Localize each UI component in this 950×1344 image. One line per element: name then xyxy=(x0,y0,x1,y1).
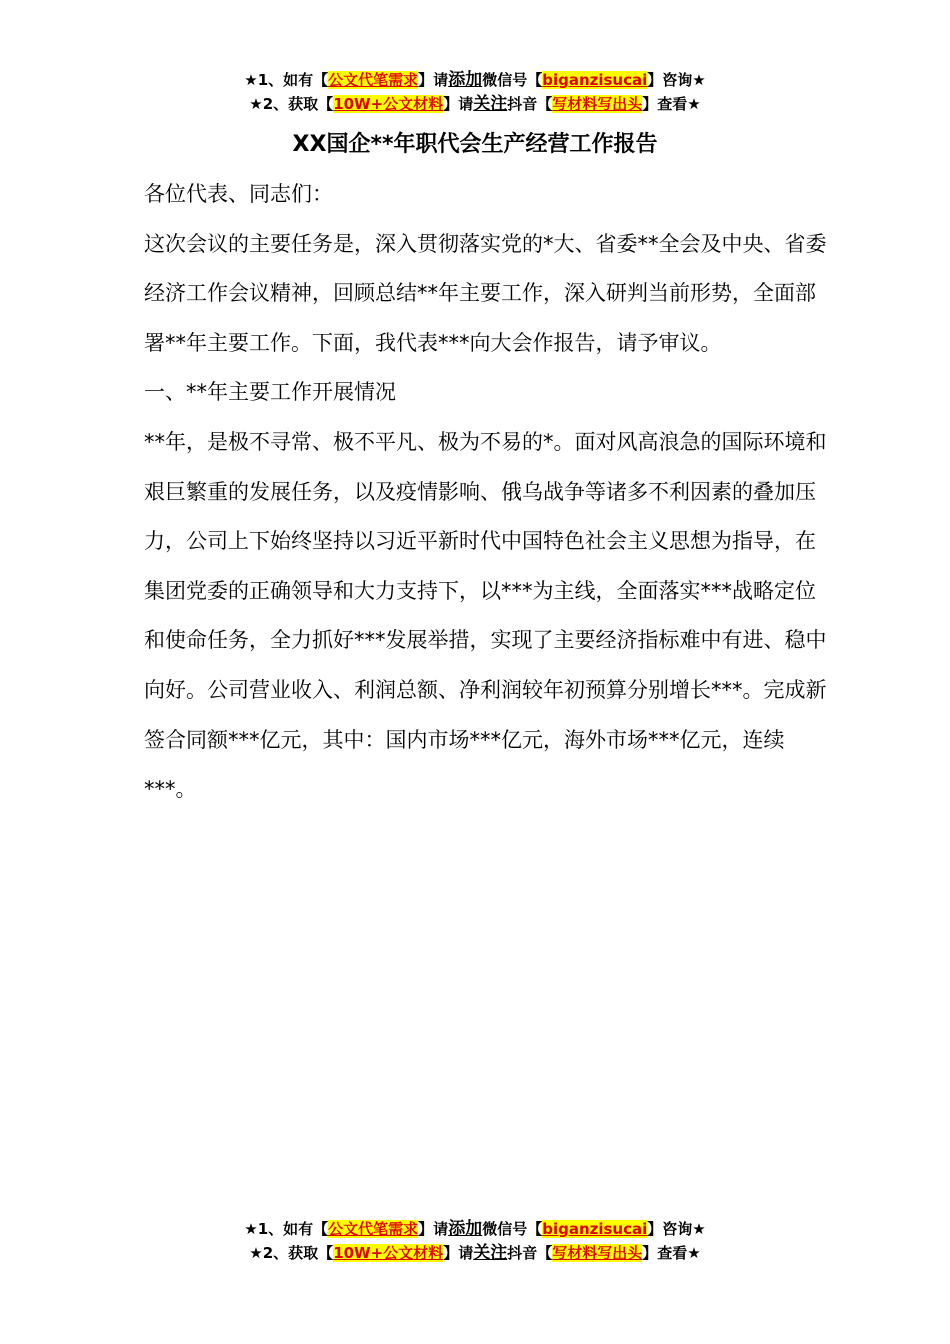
emphasis-follow: 关注 xyxy=(473,94,508,114)
greeting: 各位代表、同志们： xyxy=(144,182,333,206)
intro-paragraph: 这次会议的主要任务是，深入贯彻落实党的*大、省委**全会及中央、省委经济工作会议精神，回顾总结**年主要工作，深入研判当前形势，全面部署**年主要工作。下面，我代表***向大会作报告，请予审议。 xyxy=(144,231,827,355)
banner-text: 抖音【 xyxy=(507,95,553,113)
banner-text: 】查看★ xyxy=(642,95,701,113)
highlight-materials: 10W+公文材料 xyxy=(333,1244,444,1262)
banner-text: ★1、如有【 xyxy=(244,1220,329,1238)
banner-text: 】请 xyxy=(443,95,474,113)
section-paragraph: **年，是极不寻常、极不平凡、极为不易的*。面对风高浪急的国际环境和艰巨繁重的发展任务，以及疫情影响、俄乌战争等诸多不利因素的叠加压力，公司上下始终坚持以习近平新时代中国特色社会主义思想为指导，在集团党委的正确领导和大力支持下，以***为主线，全面落实***战略定位和使命任务，全力抓好***发展举措，实现了主要经济指标难中有进、稳中向好。公司营业收入、利润总额、净利润较年初预算分别增长***。完成新签合同额***亿元，其中：国内市场***亿元，海外市场***亿元，连续***。 xyxy=(144,429,827,802)
section-heading: 一、**年主要工作开展情况 xyxy=(144,380,396,405)
document-body xyxy=(144,170,834,815)
emphasis-follow: 关注 xyxy=(473,1243,508,1263)
highlight-service: 公文代笔需求 xyxy=(328,71,419,89)
header-banner xyxy=(0,68,950,116)
banner-line-2 xyxy=(0,92,950,116)
banner-text: 】请 xyxy=(418,1220,449,1238)
emphasis-add: 添加 xyxy=(448,1219,483,1239)
banner-text: 】请 xyxy=(443,1244,474,1262)
banner-text: 】咨询★ xyxy=(647,1220,706,1238)
highlight-materials: 10W+公文材料 xyxy=(333,95,444,113)
banner-text: 微信号【 xyxy=(482,71,543,89)
emphasis-add: 添加 xyxy=(448,70,483,90)
banner-text: 微信号【 xyxy=(482,1220,543,1238)
highlight-service: 公文代笔需求 xyxy=(328,1220,419,1238)
banner-text: ★1、如有【 xyxy=(244,71,329,89)
banner-text: 】查看★ xyxy=(642,1244,701,1262)
highlight-wechat-id: biganzisucai xyxy=(542,1220,648,1238)
footer-banner xyxy=(0,1217,950,1265)
banner-text: 】咨询★ xyxy=(647,71,706,89)
banner-text: ★2、获取【 xyxy=(249,1244,334,1262)
banner-text: 】请 xyxy=(418,71,449,89)
banner-line-1 xyxy=(0,68,950,92)
highlight-douyin-id: 写材料写出头 xyxy=(552,1244,643,1262)
banner-text: 抖音【 xyxy=(507,1244,553,1262)
document-title: XX国企**年职代会生产经营工作报告 xyxy=(292,132,658,157)
highlight-wechat-id: biganzisucai xyxy=(542,71,648,89)
highlight-douyin-id: 写材料写出头 xyxy=(552,95,643,113)
banner-line-1 xyxy=(0,1217,950,1241)
banner-line-2 xyxy=(0,1241,950,1265)
banner-text: ★2、获取【 xyxy=(249,95,334,113)
